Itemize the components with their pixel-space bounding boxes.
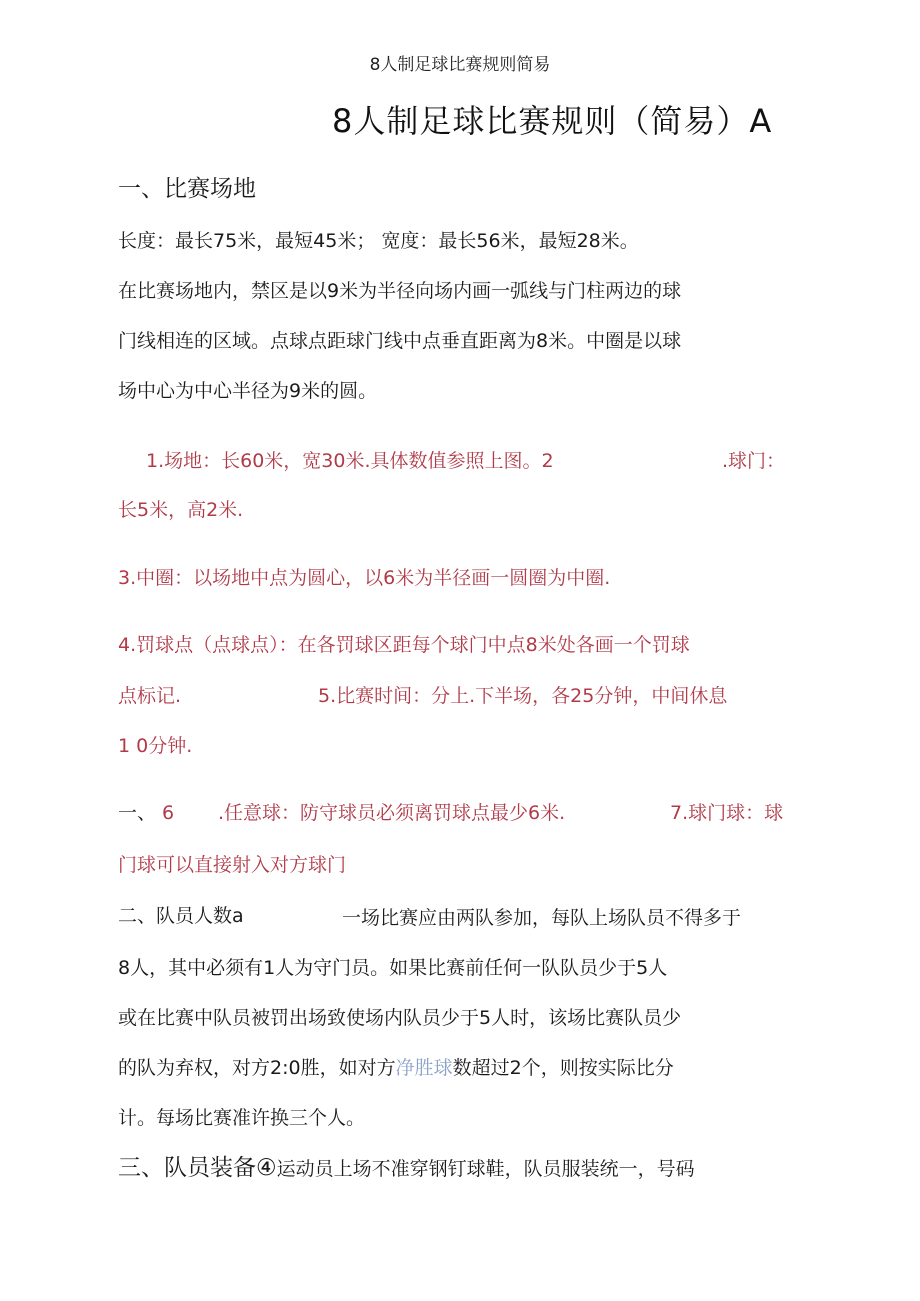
rule-3-center-circle: 3.中圈：以场地中点为圆心，以6米为半径画一圆圈为中圈.: [118, 567, 611, 589]
goal-difference-link[interactable]: 净胜球: [395, 1057, 453, 1079]
section-equipment: [118, 1155, 695, 1182]
rule-7-goal-kick: 7.球门球：球: [670, 802, 784, 824]
paragraph-text: 的队为弃权，对方2:0胜，如对方: [118, 1057, 396, 1079]
paragraph-line: 计。每场比赛准许换三个人。: [118, 1107, 366, 1129]
paragraph-line: 8人，其中必须有1人为守门员。如果比赛前任何一队队员少于5人: [118, 957, 668, 979]
section-heading-players: 二、队员人数a: [118, 905, 244, 927]
field-dimensions: 长度：最长75米，最短45米； 宽度：最长56米，最短28米。: [118, 230, 639, 252]
section-heading-field: 一、比赛场地: [118, 176, 256, 202]
rule-5-break-time: 1 0分钟.: [118, 735, 193, 757]
paragraph-text: 数超过2个，则按实际比分: [452, 1057, 674, 1079]
rule-4-penalty-spot: 4.罚球点（点球点）：在各罚球区距每个球门中点8米处各画一个罚球: [118, 634, 690, 656]
rule-2-goal: .球门：: [722, 450, 786, 472]
section-heading-equipment: 三、队员装备④: [118, 1155, 277, 1181]
rule-7-goal-kick-end: 门球可以直接射入对方球门: [118, 854, 347, 876]
paragraph-text: 运动员上场不准穿钢钉球鞋，队员服装统一，号码: [276, 1158, 695, 1180]
rule-2-goal-size: 长5米，高2米.: [118, 499, 244, 521]
rule-1-field: 1.场地：长60米，宽30米.具体数值参照上图。2: [146, 450, 554, 472]
rule-5-match-time: 5.比赛时间：分上.下半场，各25分钟，中间休息: [318, 685, 728, 707]
document-title: 8人制足球比赛规则（简易）A: [332, 102, 773, 140]
paragraph-line: [118, 1055, 674, 1081]
rule-6-prefix: 一、: [118, 802, 157, 824]
paragraph-line: 门线相连的区域。点球点距球门线中点垂直距离为8米。中圈是以球: [118, 330, 682, 352]
rule-6-number: 6: [162, 802, 175, 824]
rule-4-penalty-spot-end: 点标记.: [118, 685, 182, 707]
paragraph-line: 在比赛场地内，禁区是以9米为半径向场内画一弧线与门柱两边的球: [118, 280, 682, 302]
running-header: 8人制足球比赛规则简易: [369, 55, 551, 75]
rule-6-free-kick: .任意球：防守球员必须离罚球点最少6米.: [218, 802, 566, 824]
paragraph-line: 一场比赛应由两队参加，每队上场队员不得多于: [342, 907, 742, 929]
paragraph-line: 场中心为中心半径为9米的圆。: [118, 380, 378, 402]
paragraph-line: 或在比赛中队员被罚出场致使场内队员少于5人时，该场比赛队员少: [118, 1007, 682, 1029]
